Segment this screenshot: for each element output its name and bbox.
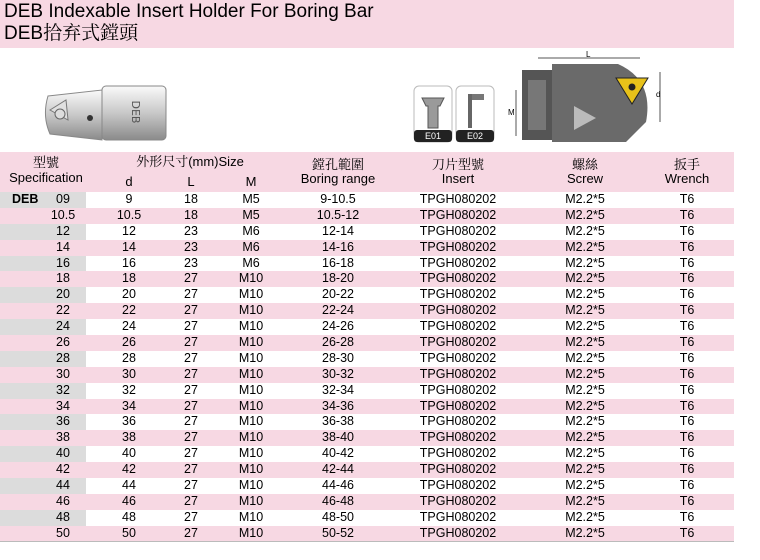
- cell-M: M5: [242, 207, 260, 222]
- cell-L: 27: [184, 303, 198, 318]
- header-insert-en: Insert: [441, 171, 475, 186]
- cell-spec: 42: [56, 462, 70, 477]
- cell-d: 42: [122, 462, 136, 477]
- cell-insert: TPGH080202: [419, 478, 497, 493]
- cell-d: 18: [122, 271, 136, 286]
- table-row: [0, 224, 734, 240]
- cell-d: 32: [122, 382, 136, 397]
- cell-screw: M2.2*5: [565, 287, 605, 302]
- cell-insert: TPGH080202: [419, 255, 497, 270]
- cell-M: M10: [238, 446, 264, 461]
- table-header: [0, 152, 734, 192]
- cell-spec: 46: [56, 493, 70, 508]
- cell-insert: TPGH080202: [419, 271, 497, 286]
- cell-insert: TPGH080202: [419, 192, 497, 206]
- table-row: [0, 335, 734, 351]
- screw-and-wrench-figure: [412, 84, 496, 146]
- cell-L: 23: [184, 223, 198, 238]
- cell-wrench: T6: [679, 223, 695, 238]
- cell-wrench: T6: [679, 430, 695, 445]
- cell-spec: 50: [56, 525, 70, 540]
- cell-L: 27: [184, 446, 198, 461]
- cell-insert: TPGH080202: [419, 303, 497, 318]
- table-body: [0, 192, 734, 542]
- cell-wrench: T6: [679, 303, 695, 318]
- cell-screw: M2.2*5: [565, 493, 605, 508]
- cell-M: M10: [238, 525, 264, 540]
- cell-L: 27: [184, 414, 198, 429]
- cell-screw: M2.2*5: [565, 366, 605, 381]
- cell-wrench: T6: [679, 398, 695, 413]
- cell-L: 27: [184, 335, 198, 350]
- cell-screw: M2.2*5: [565, 335, 605, 350]
- cell-range: 24-26: [322, 319, 354, 334]
- cell-wrench: T6: [679, 414, 695, 429]
- table-row: [0, 367, 734, 383]
- cell-spec: 26: [56, 335, 70, 350]
- table-row: [0, 526, 734, 542]
- cell-screw: M2.2*5: [565, 462, 605, 477]
- cell-spec: 36: [56, 414, 70, 429]
- cell-M: M10: [238, 350, 264, 365]
- dimension-m: M: [508, 108, 515, 117]
- cell-d: 9: [125, 192, 133, 206]
- cell-screw: M2.2*5: [565, 319, 605, 334]
- cell-M: M10: [238, 335, 264, 350]
- cell-range: 10.5-12: [316, 207, 360, 222]
- cell-insert: TPGH080202: [419, 462, 497, 477]
- cell-insert: TPGH080202: [419, 287, 497, 302]
- table-row: [0, 462, 734, 478]
- header-wrench-en: Wrench: [664, 171, 710, 186]
- cell-L: 27: [184, 493, 198, 508]
- cell-insert: TPGH080202: [419, 398, 497, 413]
- cell-d: 30: [122, 366, 136, 381]
- cell-d: 50: [122, 525, 136, 540]
- table-row: [0, 351, 734, 367]
- cell-wrench: T6: [679, 493, 695, 508]
- cell-range: 30-32: [322, 366, 354, 381]
- cell-M: M10: [238, 319, 264, 334]
- header-size: 外形尺寸(mm)Size: [136, 154, 244, 169]
- cell-screw: M2.2*5: [565, 525, 605, 540]
- table-row: [0, 510, 734, 526]
- cell-wrench: T6: [679, 446, 695, 461]
- table-row: [0, 414, 734, 430]
- cell-M: M6: [242, 239, 260, 254]
- cell-range: 12-14: [322, 223, 354, 238]
- cell-wrench: T6: [679, 192, 695, 206]
- cell-d: 28: [122, 350, 136, 365]
- dimension-drawing: [508, 50, 668, 152]
- cell-M: M10: [238, 414, 264, 429]
- cell-wrench: T6: [679, 366, 695, 381]
- cell-insert: TPGH080202: [419, 207, 497, 222]
- cell-screw: M2.2*5: [565, 382, 605, 397]
- cell-range: 18-20: [322, 271, 354, 286]
- cell-range: 44-46: [322, 478, 354, 493]
- cell-insert: TPGH080202: [419, 335, 497, 350]
- cell-range: 40-42: [322, 446, 354, 461]
- table-row: [0, 271, 734, 287]
- cell-M: M10: [238, 287, 264, 302]
- cell-L: 27: [184, 350, 198, 365]
- cell-L: 23: [184, 239, 198, 254]
- cell-spec: 34: [56, 398, 70, 413]
- cell-wrench: T6: [679, 462, 695, 477]
- cell-M: M10: [238, 493, 264, 508]
- cell-M: M10: [238, 509, 264, 524]
- cell-range: 16-18: [322, 255, 354, 270]
- cell-L: 27: [184, 478, 198, 493]
- cell-insert: TPGH080202: [419, 509, 497, 524]
- cell-spec: 40: [56, 446, 70, 461]
- cell-wrench: T6: [679, 525, 695, 540]
- cell-L: 23: [184, 255, 198, 270]
- cell-spec: 14: [56, 239, 70, 254]
- boring-head-drawing-icon: [508, 50, 668, 152]
- cell-L: 27: [184, 398, 198, 413]
- header-boring-en: Boring range: [300, 171, 376, 186]
- header-screw-cn: 螺絲: [571, 157, 598, 172]
- cell-range: 34-36: [322, 398, 354, 413]
- cell-insert: TPGH080202: [419, 319, 497, 334]
- cell-spec: 20: [56, 287, 70, 302]
- cell-d: 24: [122, 319, 136, 334]
- cell-range: 26-28: [322, 335, 354, 350]
- cell-insert: TPGH080202: [419, 446, 497, 461]
- cell-insert: TPGH080202: [419, 350, 497, 365]
- svg-text:DEB: DEB: [129, 100, 142, 124]
- cell-d: 16: [122, 255, 136, 270]
- cell-d: 34: [122, 398, 136, 413]
- cell-wrench: T6: [679, 350, 695, 365]
- cell-M: M10: [238, 398, 264, 413]
- table-row: [0, 287, 734, 303]
- title-band: [0, 0, 734, 48]
- cell-spec: 12: [56, 223, 70, 238]
- title-english: DEB Indexable Insert Holder For Boring Bar: [4, 1, 374, 22]
- cell-M: M10: [238, 366, 264, 381]
- dimension-d: d: [656, 90, 661, 99]
- cell-M: M10: [238, 462, 264, 477]
- cell-screw: M2.2*5: [565, 509, 605, 524]
- cell-insert: TPGH080202: [419, 239, 497, 254]
- cell-L: 27: [184, 462, 198, 477]
- cell-L: 18: [184, 207, 198, 222]
- table-row: [0, 192, 734, 208]
- table-row: [0, 383, 734, 399]
- cell-screw: M2.2*5: [565, 223, 605, 238]
- cell-M: M5: [242, 192, 260, 206]
- cell-screw: M2.2*5: [565, 239, 605, 254]
- cell-screw: M2.2*5: [565, 303, 605, 318]
- cell-screw: M2.2*5: [565, 271, 605, 286]
- header-screw-en: Screw: [566, 171, 604, 186]
- key-label-e02: E02: [466, 131, 483, 141]
- cell-range: 22-24: [322, 303, 354, 318]
- cell-screw: M2.2*5: [565, 350, 605, 365]
- cell-insert: TPGH080202: [419, 525, 497, 540]
- key-label-e01: E01: [424, 131, 441, 141]
- cell-screw: M2.2*5: [565, 398, 605, 413]
- cell-screw: M2.2*5: [565, 430, 605, 445]
- cell-insert: TPGH080202: [419, 223, 497, 238]
- table-row: [0, 208, 734, 224]
- cell-spec: 09: [56, 192, 70, 206]
- insert-holder-photo-icon: [40, 82, 170, 146]
- cell-wrench: T6: [679, 509, 695, 524]
- cell-wrench: T6: [679, 335, 695, 350]
- cell-d: 36: [122, 414, 136, 429]
- cell-d: 44: [122, 478, 136, 493]
- title-chinese: DEB拾弃式鏜頭: [4, 23, 139, 44]
- cell-d: 26: [122, 335, 136, 350]
- cell-d: 40: [122, 446, 136, 461]
- cell-wrench: T6: [679, 382, 695, 397]
- cell-L: 27: [184, 366, 198, 381]
- cell-range: 50-52: [322, 525, 354, 540]
- cell-insert: TPGH080202: [419, 382, 497, 397]
- cell-insert: TPGH080202: [419, 493, 497, 508]
- cell-range: 32-34: [322, 382, 354, 397]
- cell-range: 14-16: [322, 239, 354, 254]
- table-row: [0, 319, 734, 335]
- cell-range: 20-22: [322, 287, 354, 302]
- cell-wrench: T6: [679, 319, 695, 334]
- table-row: [0, 303, 734, 319]
- cell-L: 27: [184, 525, 198, 540]
- cell-M: M10: [238, 303, 264, 318]
- header-m: M: [245, 174, 257, 189]
- cell-L: 27: [184, 287, 198, 302]
- cell-range: 36-38: [322, 414, 354, 429]
- table-row: [0, 240, 734, 256]
- table-row: [0, 256, 734, 272]
- dimension-l: L: [586, 50, 591, 59]
- cell-d: 14: [122, 239, 136, 254]
- cell-screw: M2.2*5: [565, 192, 605, 206]
- table-row: [0, 446, 734, 462]
- cell-insert: TPGH080202: [419, 430, 497, 445]
- cell-L: 27: [184, 382, 198, 397]
- table-row: [0, 399, 734, 415]
- cell-insert: TPGH080202: [419, 366, 497, 381]
- cell-L: 27: [184, 319, 198, 334]
- cell-M: M10: [238, 478, 264, 493]
- cell-range: 38-40: [322, 430, 354, 445]
- cell-spec: 24: [56, 319, 70, 334]
- header-model-cn: 型號: [32, 155, 59, 170]
- cell-insert: TPGH080202: [419, 414, 497, 429]
- cell-wrench: T6: [679, 207, 695, 222]
- cell-screw: M2.2*5: [565, 255, 605, 270]
- cell-M: M6: [242, 223, 260, 238]
- cell-d: 22: [122, 303, 136, 318]
- cell-screw: M2.2*5: [565, 446, 605, 461]
- cell-screw: M2.2*5: [565, 207, 605, 222]
- header-boring-cn: 鏜孔範圍: [311, 157, 364, 172]
- header-d: d: [125, 174, 133, 189]
- header-insert-cn: 刀片型號: [431, 157, 484, 172]
- cell-spec: 16: [56, 255, 70, 270]
- cell-wrench: T6: [679, 478, 695, 493]
- table-row: [0, 478, 734, 494]
- cell-screw: M2.2*5: [565, 478, 605, 493]
- cell-range: 42-44: [322, 462, 354, 477]
- cell-spec: 18: [56, 271, 70, 286]
- cell-d: 20: [122, 287, 136, 302]
- header-wrench-cn: 扳手: [673, 157, 700, 172]
- cell-range: 28-30: [322, 350, 354, 365]
- cell-spec: 30: [56, 366, 70, 381]
- cell-L: 18: [184, 192, 198, 206]
- cell-range: 46-48: [322, 493, 354, 508]
- cell-range: 9-10.5: [320, 192, 356, 206]
- cell-d: 10.5: [116, 207, 142, 222]
- cell-M: M10: [238, 430, 264, 445]
- cell-wrench: T6: [679, 255, 695, 270]
- cell-d: 46: [122, 493, 136, 508]
- model-prefix: DEB: [12, 192, 39, 206]
- cell-M: M10: [238, 382, 264, 397]
- cell-d: 48: [122, 509, 136, 524]
- cell-L: 27: [184, 430, 198, 445]
- cell-spec: 38: [56, 430, 70, 445]
- cell-wrench: T6: [679, 239, 695, 254]
- cell-wrench: T6: [679, 271, 695, 286]
- cell-M: M10: [238, 271, 264, 286]
- bottom-divider: [0, 541, 734, 542]
- spec-table: [0, 152, 734, 542]
- cell-spec: 22: [56, 303, 70, 318]
- cell-L: 27: [184, 509, 198, 524]
- cell-spec: 32: [56, 382, 70, 397]
- cell-wrench: T6: [679, 287, 695, 302]
- cell-d: 12: [122, 223, 136, 238]
- table-row: [0, 430, 734, 446]
- cell-M: M6: [242, 255, 260, 270]
- cell-d: 38: [122, 430, 136, 445]
- header-model-en: Specification: [9, 170, 83, 185]
- cell-spec: 28: [56, 350, 70, 365]
- cell-spec: 48: [56, 509, 70, 524]
- cell-range: 48-50: [322, 509, 354, 524]
- header-l: L: [187, 174, 195, 189]
- table-row: [0, 494, 734, 510]
- cell-spec: 44: [56, 478, 70, 493]
- cell-L: 27: [184, 271, 198, 286]
- cell-spec: 10.5: [50, 207, 76, 222]
- cell-screw: M2.2*5: [565, 414, 605, 429]
